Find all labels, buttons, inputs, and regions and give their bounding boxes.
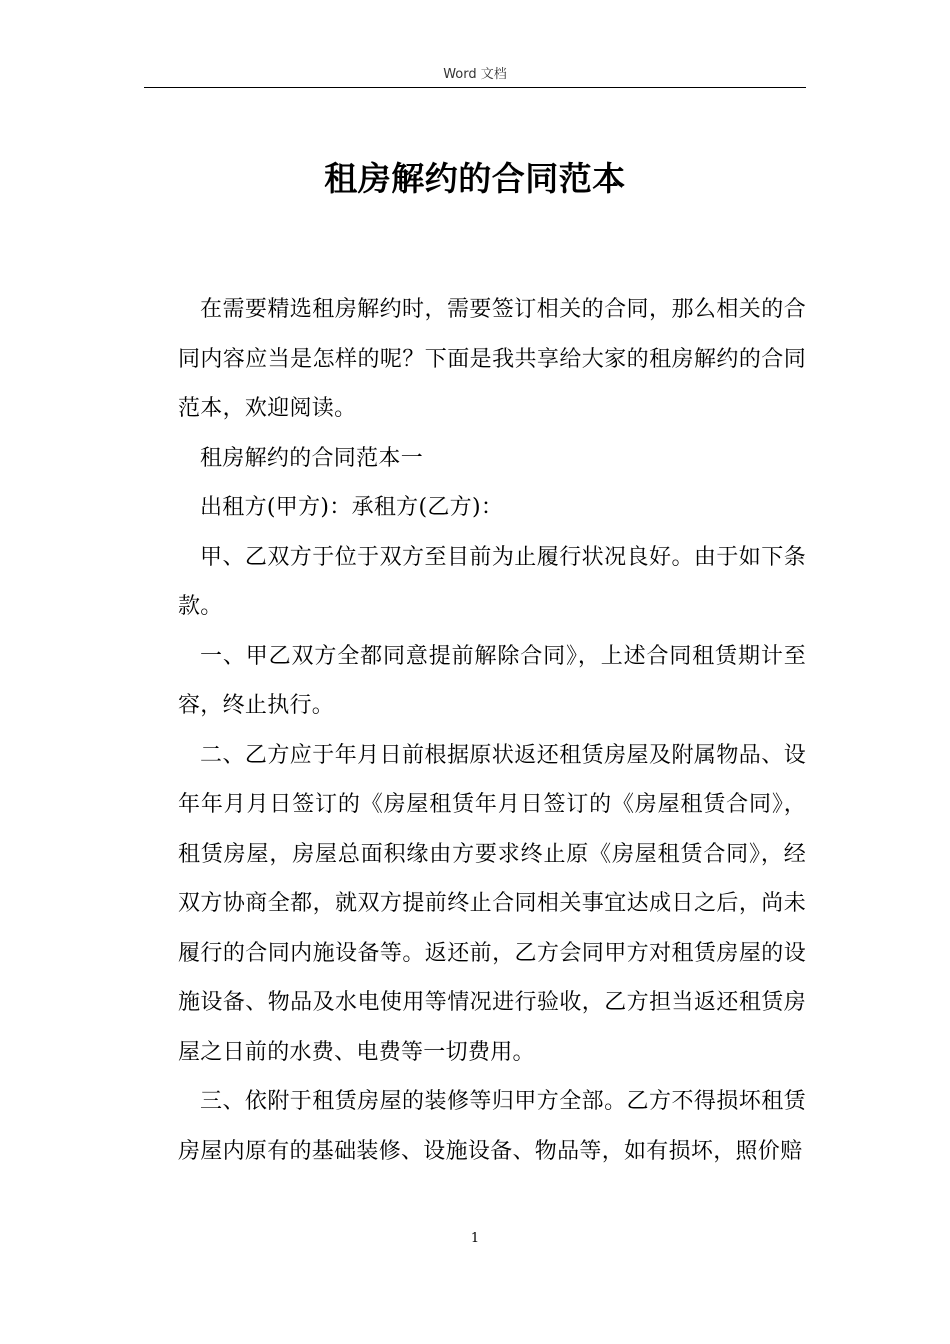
paragraph-clause-2: 二、乙方应于年月日前根据原状返还租赁房屋及附属物品、设年年月月日签订的《房屋租赁年月日签订的《房屋租赁合同》，租赁房屋，房屋总面积缘由方要求终止原《房屋租赁合同》，经双方协商全都，就双方提前终止合同相关事宜达成日之后，尚未履行的合同内施设备等。返还前，乙方会同甲方对租赁房屋的设施设备、物品及水电使用等情况进行验收，乙方担当返还租赁房屋之日前的水费、电费等一切费用。 [178, 742, 806, 1065]
paragraph-intro: 在需要精选租房解约时，需要签订相关的合同，那么相关的合同内容应当是怎样的呢？下面是我共享给大家的租房解约的合同范本，欢迎阅读。 [178, 297, 806, 421]
paragraph-clause-3: 三、依附于租赁房屋的装修等归甲方全部。乙方不得损坏租赁房屋内原有的基础装修、设施设备、物品等，如有损坏，照价赔 [178, 1089, 806, 1164]
header-divider [144, 87, 806, 88]
paragraph-section-heading: 租房解约的合同范本一 [200, 445, 424, 471]
header-label: Word 文档 [443, 67, 507, 82]
document-body [178, 285, 806, 1176]
page-number: 1 [470, 1231, 480, 1246]
paragraph-clause-1: 一、甲乙双方全都同意提前解除合同》，上述合同租赁期计至容，终止执行。 [178, 643, 806, 718]
paragraph-parties: 出租方(甲方)：承租方(乙方)： [200, 495, 504, 520]
document-title: 租房解约的合同范本 [324, 159, 626, 198]
paragraph-preamble: 甲、乙双方于位于双方至目前为止履行状况良好。由于如下条款。 [178, 544, 806, 619]
